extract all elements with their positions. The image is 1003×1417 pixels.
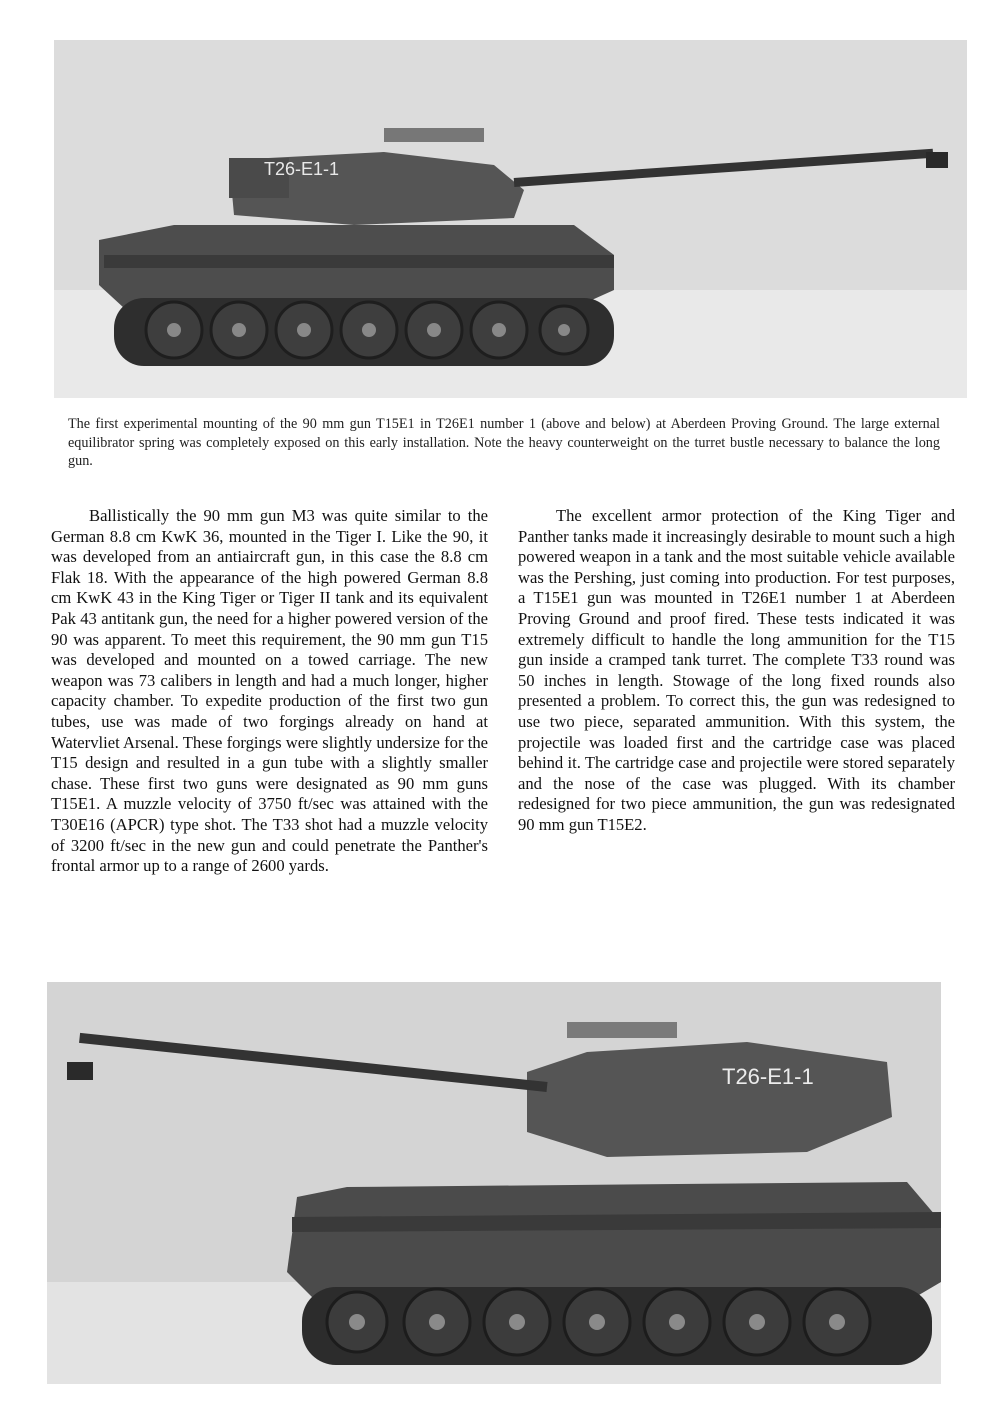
- body-column-right: [518, 506, 955, 836]
- tank-photo-graphic: [47, 982, 941, 1384]
- tank-photo-graphic: [54, 40, 967, 398]
- paragraph-pershing-mounting: The excellent armor protection of the King Tiger and Panther tanks made it increasingly desirable to mount such a high powered weapon in a tank and the most suitable vehicle available was the Pershing, just coming into production. For test purposes, a T15E1 gun was mounted in T26E1 number 1 at Aberdeen Proving Ground and proof fired. These tests indicated it was extremely difficult to handle the long ammunition for the T15 gun inside a cramped tank turret. The complete T33 round was 50 inches in length. Stowage of the long fixed rounds also presented a problem. To correct this, the gun was redesigned to use two piece, separated ammunition. With this system, the projectile was loaded first and the cartridge case was placed behind it. The cartridge case and projectile were stored separately and the nose of the case was plugged. With its chamber redesigned for two piece ammunition, the gun was redesignated 90 mm gun T15E2.: [518, 506, 955, 834]
- hull-marking: T26-E1-1: [264, 159, 340, 179]
- photo-caption: The first experimental mounting of the 90 mm gun T15E1 in T26E1 number 1 (above and below) at Aberdeen Proving Ground. The large external equilibrator spring was completely exposed on this early installation. Note the heavy counterweight on the turret bustle necessary to balance the long gun.: [68, 416, 940, 469]
- body-column-left: [51, 506, 488, 877]
- hull-marking: T26-E1-1: [722, 1064, 814, 1089]
- photo-top-tank: [54, 40, 967, 398]
- paragraph-gun-development: Ballistically the 90 mm gun M3 was quite similar to the German 8.8 cm KwK 36, mounted in the Tiger I. Like the 90, it was developed from an antiaircraft gun, in this case the 8.8 cm Flak 18. With the appearance of the high powered German 8.8 cm KwK 43 in the King Tiger or Tiger II tank and its equivalent Pak 43 antitank gun, the need for a higher powered version of the 90 was apparent. To meet this requirement, the 90 mm gun T15 was developed and mounted on a towed carriage. The new weapon was 73 calibers in length and had a much longer, higher capacity chamber. To expedite production of the first two gun tubes, use was made of two forgings already on hand at Watervliet Arsenal. These forgings were slightly undersize for the T15 design and resulted in a gun tube with a slightly smaller chase. These first two guns were designated as 90 mm guns T15E1. A muzzle velocity of 3750 ft/sec was attained with the T30E16 (APCR) type shot. The T33 shot had a muzzle velocity of 3200 ft/sec in the new gun and could penetrate the Panther's frontal armor up to a range of 2600 yards.: [51, 506, 488, 876]
- photo-bottom-tank: [47, 982, 941, 1384]
